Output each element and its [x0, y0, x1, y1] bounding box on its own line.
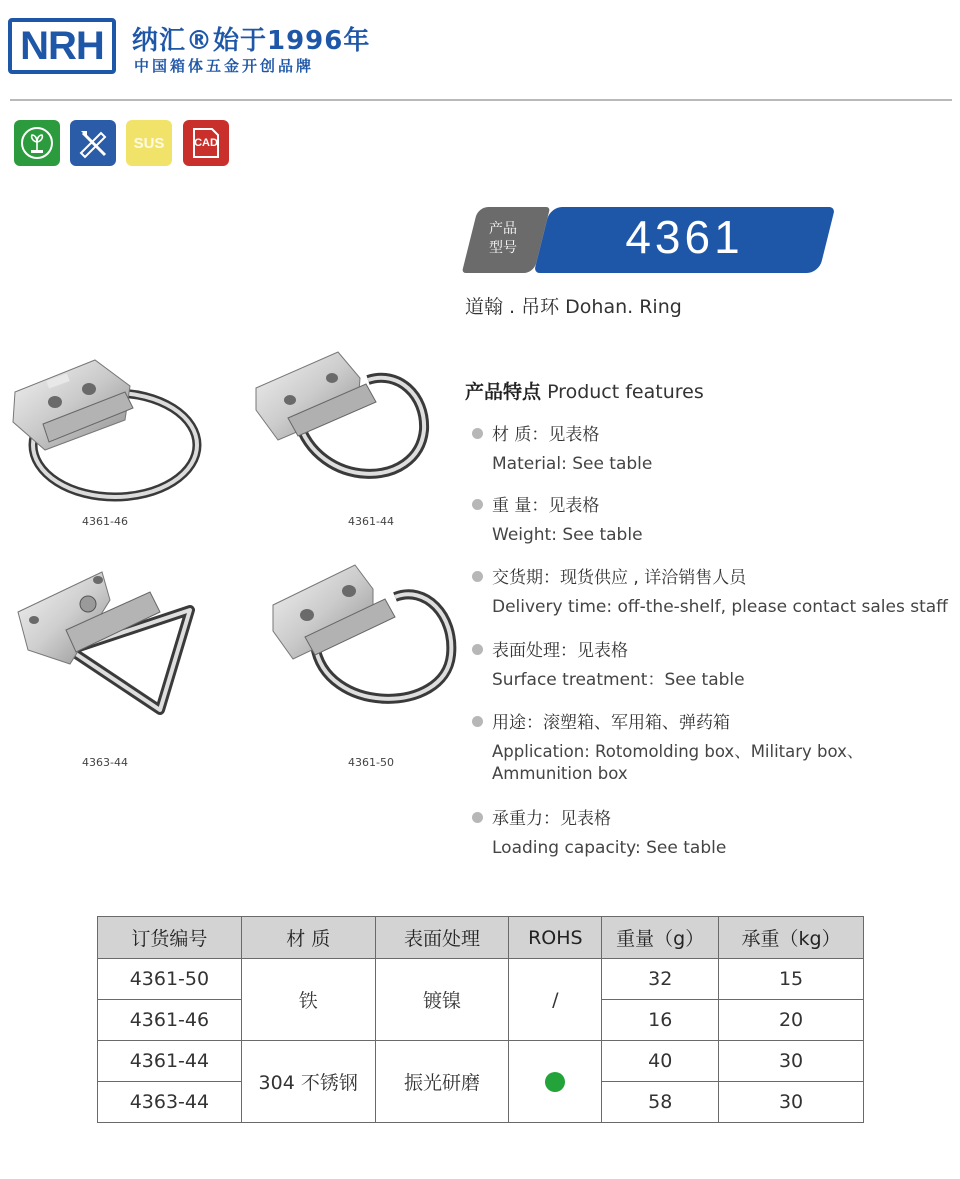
table-header-row	[98, 917, 864, 959]
order-code-cell: 4363-44	[98, 1082, 242, 1123]
product-image-4361-46	[5, 350, 205, 510]
surface-cell: 振光研磨	[375, 1041, 509, 1123]
nrh-logo: NRH	[8, 18, 116, 74]
brand-tagline: 中国箱体五金开创品牌	[134, 57, 315, 75]
column-header: ROHS	[509, 917, 602, 959]
product-image-4363-44	[10, 560, 220, 740]
load-cell: 15	[719, 959, 864, 1000]
table-row	[98, 959, 864, 1000]
product-caption: 4361-50	[348, 756, 394, 769]
rohs-cell: /	[509, 959, 602, 1041]
material-cell: 铁	[241, 959, 375, 1041]
order-code-cell: 4361-50	[98, 959, 242, 1000]
bullet-icon	[472, 644, 483, 655]
weight-cell: 32	[602, 959, 719, 1000]
load-cell: 30	[719, 1041, 864, 1082]
product-image-4361-44	[248, 340, 438, 500]
spec-table	[97, 916, 864, 1123]
sus-icon: SUS	[126, 120, 172, 166]
column-header: 材 质	[241, 917, 375, 959]
weight-cell: 16	[602, 1000, 719, 1041]
bullet-icon	[472, 428, 483, 439]
table-row	[98, 1041, 864, 1082]
surface-cell: 镀镍	[375, 959, 509, 1041]
bullet-icon	[472, 499, 483, 510]
product-image-4361-50	[265, 555, 460, 735]
features-heading: 产品特点 Product features	[465, 381, 704, 403]
load-cell: 30	[719, 1082, 864, 1123]
product-name: 道翰 . 吊环 Dohan. Ring	[465, 296, 682, 318]
brand-slogan: 纳汇®始于1996年	[132, 26, 371, 56]
column-header: 表面处理	[375, 917, 509, 959]
product-caption: 4361-46	[82, 515, 128, 528]
weight-cell: 40	[602, 1041, 719, 1082]
rohs-compliant-icon	[545, 1072, 565, 1092]
eco-icon	[14, 120, 60, 166]
material-cell: 304 不锈钢	[241, 1041, 375, 1123]
order-code-cell: 4361-44	[98, 1041, 242, 1082]
product-caption: 4363-44	[82, 756, 128, 769]
load-cell: 20	[719, 1000, 864, 1041]
weight-cell: 58	[602, 1082, 719, 1123]
product-caption: 4361-44	[348, 515, 394, 528]
header-divider	[10, 99, 952, 101]
order-code-cell: 4361-46	[98, 1000, 242, 1041]
model-number: 4361	[625, 211, 744, 263]
column-header: 重量（g）	[602, 917, 719, 959]
cad-icon: CAD	[183, 120, 229, 166]
column-header: 订货编号	[98, 917, 242, 959]
bullet-icon	[472, 812, 483, 823]
bullet-icon	[472, 716, 483, 727]
bullet-icon	[472, 571, 483, 582]
model-label: 产品 型号	[489, 221, 517, 256]
column-header: 承重（kg）	[719, 917, 864, 959]
rohs-cell	[509, 1041, 602, 1123]
design-tools-icon	[70, 120, 116, 166]
